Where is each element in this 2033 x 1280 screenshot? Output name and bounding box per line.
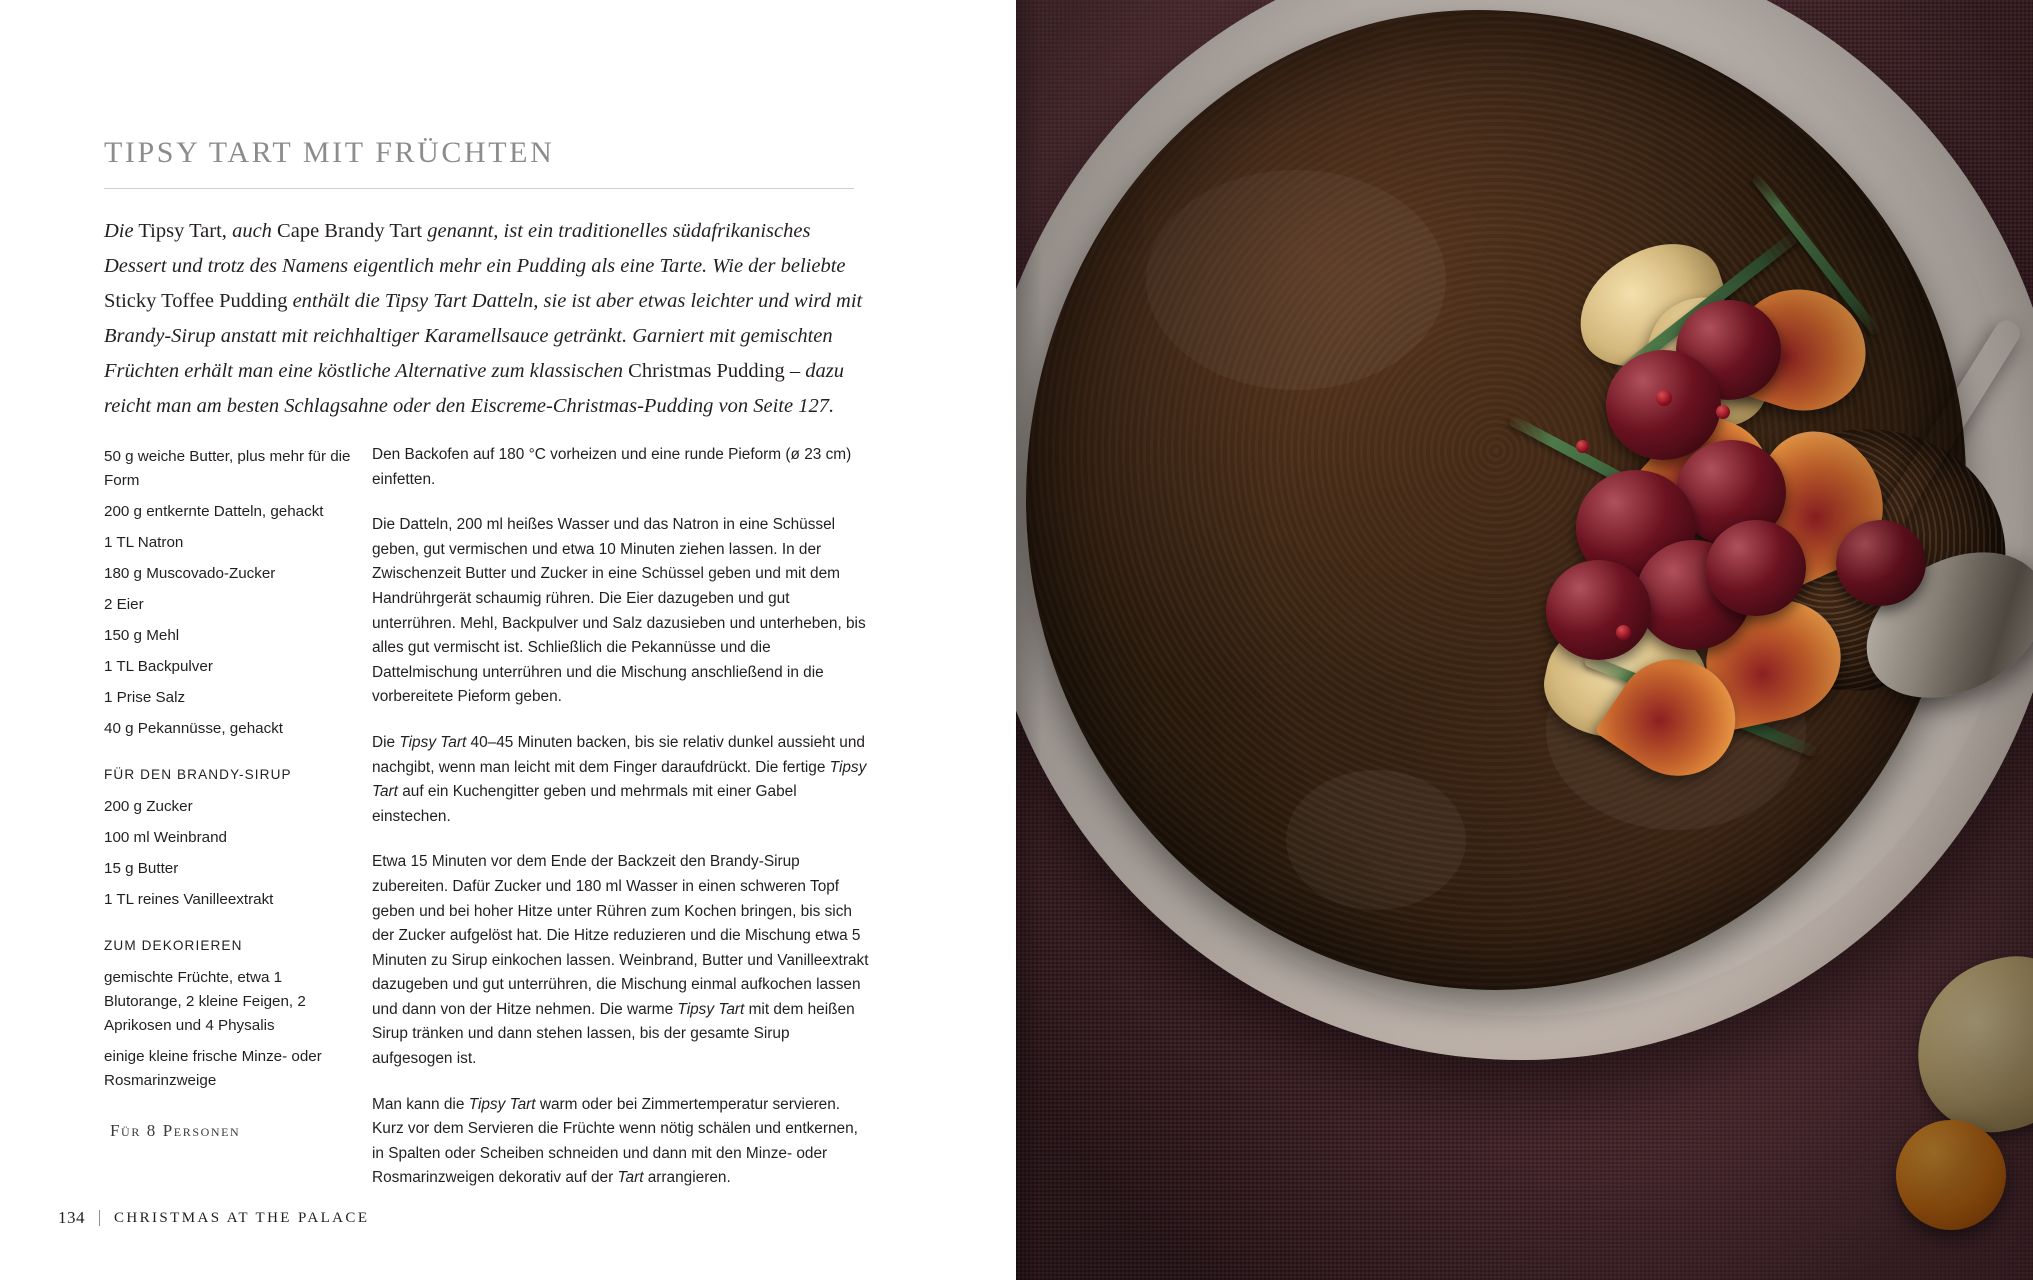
book-title: CHRISTMAS AT THE PALACE xyxy=(114,1209,370,1226)
footer-divider xyxy=(99,1210,100,1226)
ingredients-subheading-syrup: FÜR DEN BRANDY-SIRUP xyxy=(104,767,292,782)
list-item: gemischte Früchte, etwa 1 Blutorange, 2 kleine Feigen, 2 Aprikosen und 4 Physalis xyxy=(104,969,306,1034)
ingredient-list-main xyxy=(104,445,354,741)
title-divider xyxy=(104,188,854,189)
list-item: 40 g Pekannüsse, gehackt xyxy=(104,720,284,737)
method-step: Die Datteln, 200 ml heißes Wasser und das Natron in eine Schüssel geben, gut vermischen und etwa 10 Minuten ziehen lassen. In der Zwischenzeit Butter und Zucker in eine Schüssel geben und mit dem Handrührgerät schaumig rühren. Die Eier dazugeben und gut unterrühren. Mehl, Backpulver und Salz dazusieben und unterheben, bis alles gut vermischt ist. Schließlich die Pekannüsse und die Dattelmischung unterrühren und die Mischung anschließend in die vorbereitete Pieform geben. xyxy=(372,516,866,706)
method-step: Den Backofen auf 180 °C vorheizen und eine runde Pieform (ø 23 cm) einfetten. xyxy=(372,446,852,488)
recipe-text-page xyxy=(0,0,1016,1280)
list-item: 100 ml Weinbrand xyxy=(104,829,227,846)
list-item: 1 Prise Salz xyxy=(104,689,186,706)
list-item: 180 g Muscovado-Zucker xyxy=(104,565,276,582)
method-column xyxy=(372,443,872,1212)
photo-vignette xyxy=(1016,0,2033,1280)
recipe-photo xyxy=(1016,0,2033,1280)
list-item: 200 g entkernte Datteln, gehackt xyxy=(104,503,324,520)
method-step: Man kann die Tipsy Tart warm oder bei Zimmertemperatur servieren. Kurz vor dem Servieren die Früchte wenn nötig schälen und entkernen, in Spalten oder Scheiben schneiden und dann mit den Minze- oder Rosmarinzweigen dekorativ auf der Tart arrangieren. xyxy=(372,1095,858,1187)
method-step: Die Tipsy Tart 40–45 Minuten backen, bis sie relativ dunkel aussieht und nachgibt, wenn man leicht mit dem Finger daraufdrückt. Die fertige Tipsy Tart auf ein Kuchengitter geben und mehrmals mit einer Gabel einstechen. xyxy=(372,733,867,825)
page-title: TIPSY TART MIT FRÜCHTEN xyxy=(104,136,555,169)
list-item: 150 g Mehl xyxy=(104,627,180,644)
page-number: 134 xyxy=(58,1208,85,1227)
ingredients-column xyxy=(104,445,354,1143)
list-item: 2 Eier xyxy=(104,596,144,613)
list-item: 15 g Butter xyxy=(104,860,179,877)
serving-size: Für 8 Personen xyxy=(110,1121,241,1140)
list-item: 50 g weiche Butter, plus mehr für die Form xyxy=(104,448,351,489)
list-item: 1 TL Backpulver xyxy=(104,658,213,675)
list-item: einige kleine frische Minze- oder Rosmarinzweige xyxy=(104,1048,322,1089)
ingredients-subheading-decor: ZUM DEKORIEREN xyxy=(104,938,243,953)
recipe-intro: Die Tipsy Tart, auch Cape Brandy Tart genannt, ist ein traditionelles südafrikanisches Dessert und trotz des Namens eigentlich mehr ein Pudding als eine Tarte. Wie der beliebte Sticky Toffee Pudding enthält die Tipsy Tart Datteln, sie ist aber etwas leichter und wird mit Brandy-Sirup anstatt mit reichhaltiger Karamellsauce getränkt. Garniert mit gemischten Früchten erhält man eine köstliche Alternative zum klassischen Christmas Pudding – dazu reicht man am besten Schlagsahne oder den Eiscreme-Christmas-Pudding von Seite 127. xyxy=(104,220,863,417)
page-footer xyxy=(58,1208,369,1228)
ingredient-list-syrup xyxy=(104,795,354,912)
ingredient-list-decor xyxy=(104,966,354,1093)
list-item: 1 TL reines Vanilleextrakt xyxy=(104,891,274,908)
list-item: 1 TL Natron xyxy=(104,534,184,551)
list-item: 200 g Zucker xyxy=(104,798,193,815)
method-step: Etwa 15 Minuten vor dem Ende der Backzeit den Brandy-Sirup zubereiten. Dafür Zucker und 180 ml Wasser in einen schweren Topf geben und bei hoher Hitze unter Rühren zum Kochen bringen, bis sich der Zucker aufgelöst hat. Die Hitze reduzieren und die Mischung etwa 5 Minuten zu Sirup einkochen lassen. Weinbrand, Butter und Vanilleextrakt dazugeben und gut unterrühren, die Mischung einmal aufkochen lassen und dann von der Hitze nehmen. Die warme Tipsy Tart mit dem heißen Sirup tränken und dann stehen lassen, bis der gesamte Sirup aufgesogen ist. xyxy=(372,853,869,1068)
